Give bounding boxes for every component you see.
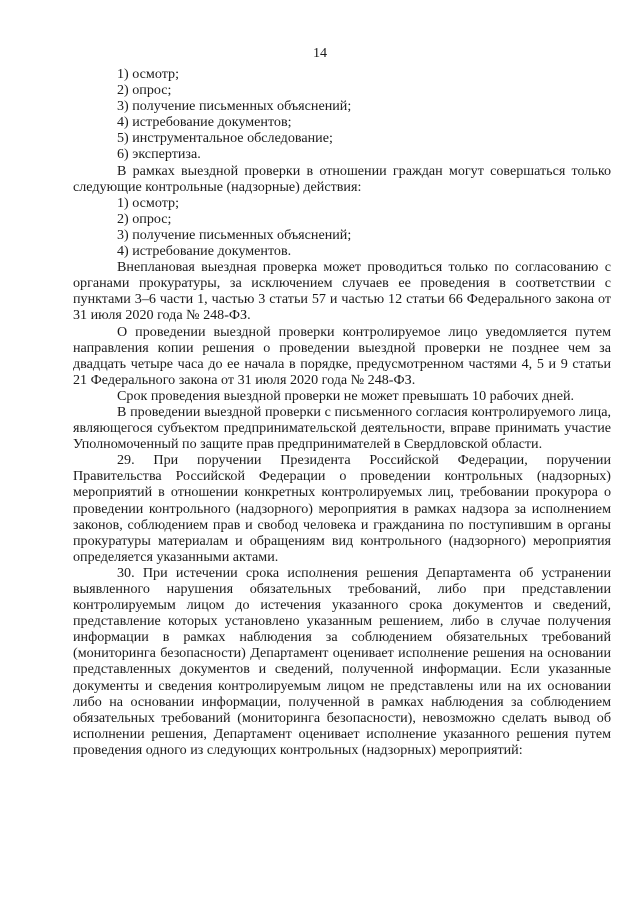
list-item: 6) экспертиза. — [117, 146, 201, 163]
page-number: 14 — [312, 45, 328, 61]
paragraph-30: 30. При истечении срока исполнения решения Департамента об устранении выявленного нарушения обязательных требований, либо при представлении контролируемым лицом до истечения указанного срока документов и сведений, представление которых установлено указанным решением, либо в случае получения информации в рамках наблюдения за соблюдением обязательных требований (мониторинга безопасности) Департамент оценивает исполнение решения на основании представленных документов и сведений, полученной информации. Если указанные документы и сведения контролируемым лицом не представлены или на их основании либо на основании информации, полученной в рамках наблюдения за соблюдением обязательных требований (мониторинга безопасности), невозможно сделать вывод об исполнении решения, Департамент оценивает исполнение указанного решения путем проведения одного из следующих контрольных (надзорных) мероприятий: — [73, 564, 611, 758]
list-item: 2) опрос; — [117, 82, 172, 99]
citizen-action-list — [73, 195, 611, 259]
list-item: 1) осмотр; — [117, 66, 179, 82]
action-list — [73, 66, 611, 163]
paragraph-29: 29. При поручении Президента Российской Федерации, поручении Правительства Российской Федерации о проведении контрольных (надзорных) мероприятий в отношении конкретных контролируемых лиц, требовании прокурора о проведении контрольного (надзорного) мероприятия в рамках надзора за исполнением законов, соблюдением прав и свобод человека и гражданина по поступившим в органы прокуратуры материалам и обращениям вид контрольного (надзорного) мероприятия определяется указанными актами. — [73, 452, 611, 565]
paragraph-duration: Срок проведения выездной проверки не может превышать 10 рабочих дней. — [117, 387, 575, 404]
paragraph-ombudsman: В проведении выездной проверки с письменного согласия контролируемого лица, являющегося субъектом предпринимательской деятельности, вправе принимать участие Уполномоченный по защите прав предпринимателей в Свердловской области. — [73, 403, 611, 453]
list-item: 3) получение письменных объяснений; — [117, 98, 352, 115]
list-item: 1) осмотр; — [117, 194, 179, 211]
paragraph-notification: О проведении выездной проверки контролируемое лицо уведомляется путем направления копии решения о проведении выездной проверки не позднее чем за двадцать четыре часа до ее начала в порядке, предусмотренном частями 4, 5 и 9 статьи 21 Федерального закона от 31 июля 2020 года № 248-ФЗ. — [73, 323, 611, 388]
list-item: 2) опрос; — [117, 210, 172, 227]
list-item: 5) инструментальное обследование; — [117, 130, 333, 147]
list-item: 4) истребование документов; — [117, 114, 292, 131]
list-item: 4) истребование документов. — [117, 243, 292, 260]
paragraph-unscheduled-inspection: Внеплановая выездная проверка может проводиться только по согласованию с органами прокуратуры, за исключением случаев ее проведения в соответствии с пунктами 3–6 части 1, частью 3 статьи 57 и частью 12 статьи 66 Федерального закона от 31 июля 2020 года № 248-ФЗ. — [73, 259, 611, 324]
paragraph-citizens: В рамках выездной проверки в отношении граждан могут совершаться только следующие контрольные (надзорные) действия: — [73, 162, 611, 195]
list-item: 3) получение письменных объяснений; — [117, 226, 352, 243]
document-body — [73, 66, 611, 758]
